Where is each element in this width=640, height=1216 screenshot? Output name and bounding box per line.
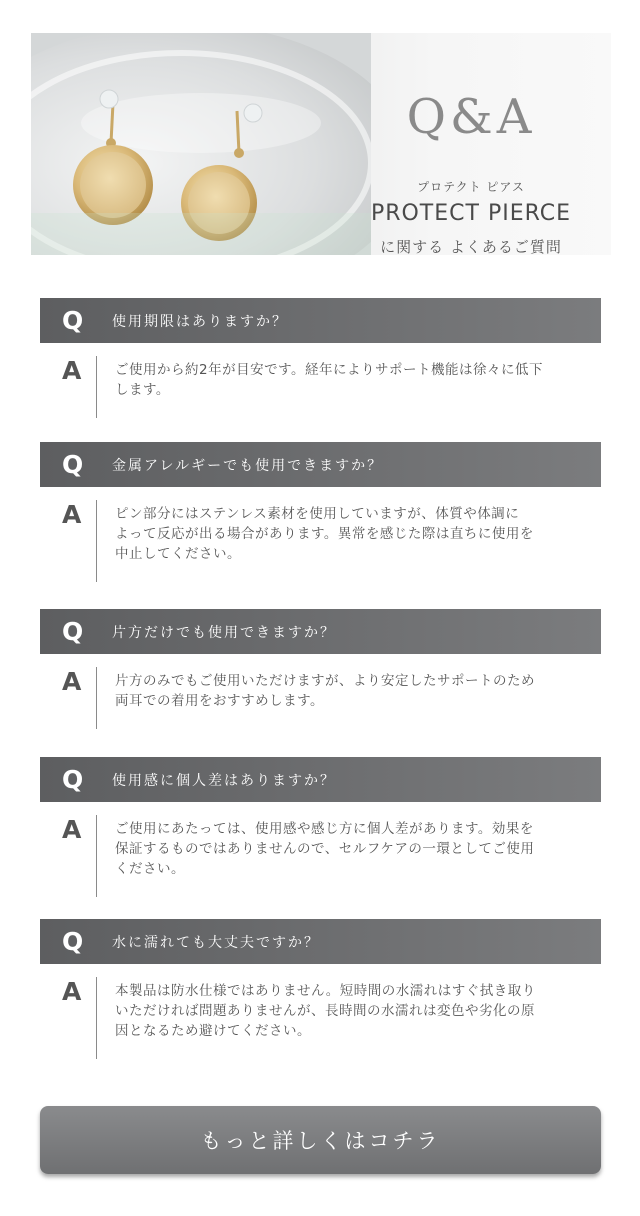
answer (40, 500, 601, 582)
hero-subtitle: に関する よくあるご質問 (380, 238, 562, 255)
question-text: 片方だけでも使用できますか？ (112, 624, 336, 641)
faq-item (40, 757, 601, 897)
faq-item (40, 919, 601, 1059)
question-text: 金属アレルギーでも使用できますか？ (112, 457, 384, 474)
answer-line: ください。 (115, 861, 185, 877)
hero-banner (31, 33, 611, 255)
hero-text (331, 33, 611, 255)
question-text: 水に濡れても大丈夫ですか？ (112, 934, 320, 951)
answer-divider (96, 500, 97, 582)
answer-divider (96, 815, 97, 897)
answer-line: します。 (115, 382, 170, 398)
question-bar[interactable] (40, 442, 601, 487)
answer-text (115, 500, 585, 582)
question-bar[interactable] (40, 919, 601, 964)
answer-text (115, 815, 585, 897)
answer-line: 因となるため避けてください。 (115, 1023, 311, 1039)
answer-divider (96, 356, 97, 418)
answer-text (115, 356, 585, 418)
question-mark: Q (62, 617, 84, 646)
faq-item (40, 609, 601, 729)
hero-title: Q&A (406, 89, 536, 145)
question-text: 使用期限はありますか？ (112, 313, 288, 330)
answer-line: ピン部分にはステンレス素材を使用していますが、体質や体調に (115, 506, 520, 522)
answer-line: いただければ問題ありませんが、長時間の水濡れは変色や劣化の原 (115, 1003, 535, 1019)
answer-line: 中止してください。 (115, 546, 241, 562)
hero-product-name: PROTECT PIERCE (370, 201, 572, 226)
answer-mark: A (62, 500, 82, 529)
answer-line: 本製品は防水仕様ではありません。短時間の水濡れはすぐ拭き取り (115, 983, 536, 999)
question-mark: Q (62, 450, 84, 479)
earring-photo (31, 33, 371, 255)
answer-mark: A (62, 815, 82, 844)
faq-item (40, 298, 601, 418)
answer-line: 片方のみでもご使用いただけますが、より安定したサポートのため (115, 673, 535, 689)
answer-line: 両耳での着用をおすすめします。 (115, 693, 325, 709)
answer-line: よって反応が出る場合があります。異常を感じた際は直ちに使用を (115, 526, 534, 542)
question-mark: Q (62, 765, 84, 794)
question-bar[interactable] (40, 609, 601, 654)
answer (40, 667, 601, 729)
hero-kana: プロテクト ピアス (417, 180, 525, 194)
answer-divider (96, 667, 97, 729)
answer (40, 356, 601, 418)
answer-mark: A (62, 977, 82, 1006)
answer-mark: A (62, 667, 82, 696)
answer-text (115, 667, 585, 729)
question-bar[interactable] (40, 757, 601, 802)
question-mark: Q (62, 927, 84, 956)
answer (40, 815, 601, 897)
answer-line: 保証するものではありませんので、セルフケアの一環としてご使用 (115, 841, 535, 857)
more-details-label: もっと詳しくはコチラ (200, 1129, 441, 1153)
answer-divider (96, 977, 97, 1059)
more-details-button[interactable] (40, 1106, 601, 1174)
answer-line: ご使用から約2年が目安です。経年によりサポート機能は徐々に低下 (115, 362, 544, 378)
answer-line: ご使用にあたっては、使用感や感じ方に個人差があります。効果を (115, 821, 534, 837)
question-text: 使用感に個人差はありますか？ (112, 772, 336, 789)
question-bar[interactable] (40, 298, 601, 343)
answer-mark: A (62, 356, 82, 385)
answer-text (115, 977, 585, 1059)
answer (40, 977, 601, 1059)
faq-item (40, 442, 601, 582)
question-mark: Q (62, 306, 84, 335)
